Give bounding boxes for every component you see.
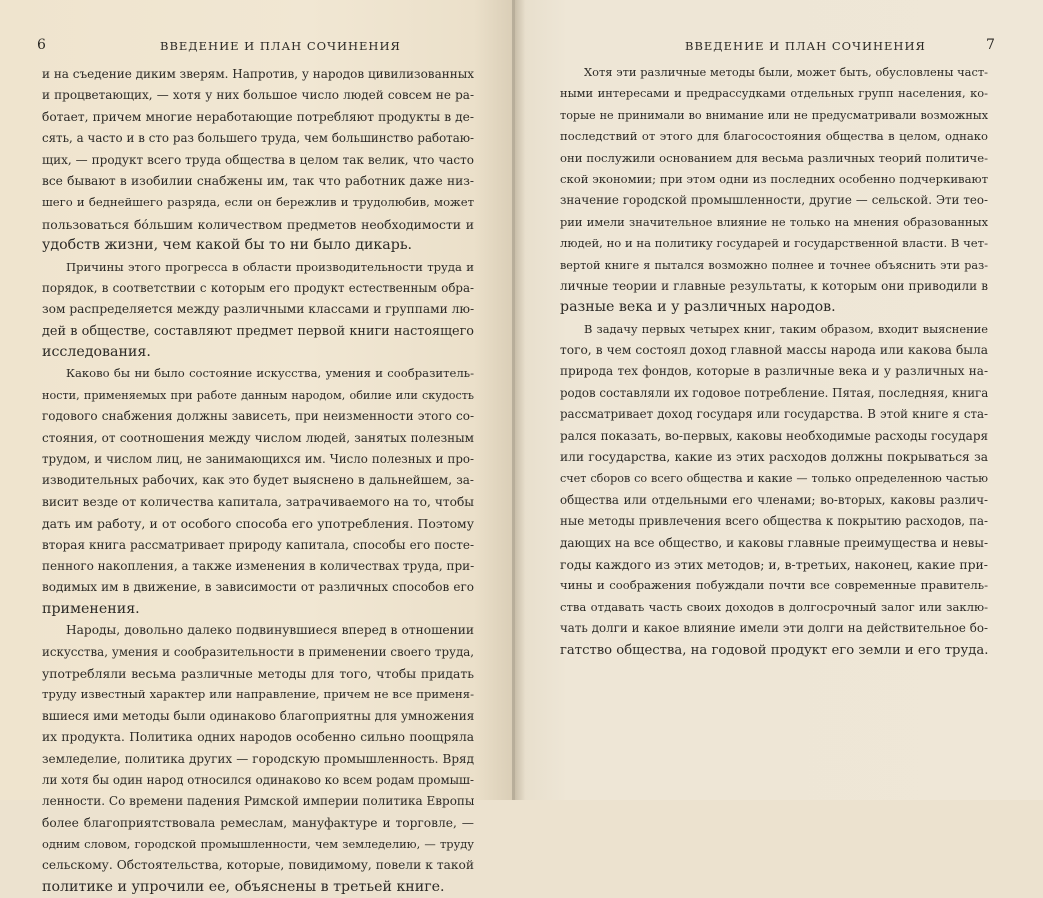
running-header: ВВЕДЕНИЕ И ПЛАН СОЧИНЕНИЯ	[685, 39, 926, 53]
text-line: рассматривает доход государя или государства. В этой книге я ста-	[560, 407, 988, 422]
text-line: они послужили основанием для весьма различных теорий политиче-	[560, 150, 988, 165]
text-line: более благоприятствовала ремеслам, мануфактуре и торговле, —	[42, 815, 474, 830]
text-line: Причины этого прогресса в области производительности труда и	[66, 259, 474, 274]
text-line: все бывают в изобилии снабжены им, так что работник даже низ-	[42, 173, 474, 188]
text-line: того, в чем состоял доход главной массы народа или какова была	[560, 343, 988, 358]
text-line: ботает, причем многие неработающие потребляют продукты в де-	[42, 109, 474, 124]
text-line: людей, но и на политику государей и государственной власти. В чет-	[560, 236, 988, 251]
text-line: зом распределяется между различными классами и группами лю-	[42, 302, 475, 317]
text-line: рии имели значительное влияние не только на мнения образованных	[560, 214, 988, 229]
text-line: применения.	[42, 600, 140, 617]
text-line: щих, — продукт всего труда общества в целом так велик, что часто	[42, 152, 474, 167]
text-line: природа тех фондов, которые в различные века и у различных на-	[560, 364, 988, 379]
text-line: последствий от этого для благосостояния общества в целом, однако	[560, 129, 988, 144]
text-line: ской экономии; при этом одни из последних особенно подчеркивают	[560, 171, 988, 186]
text-line: личные теории и главные результаты, к которым они приводили в	[560, 278, 988, 293]
text-line: земледелие, политика других — городскую промышленность. Вряд	[42, 751, 474, 766]
text-line: разные века и у различных народов.	[560, 299, 836, 316]
text-line: чины и соображения побуждали почти все современные правитель-	[560, 578, 988, 593]
text-line: или государства, какие из этих расходов должны покрываться за	[560, 450, 988, 465]
text-line: Народы, довольно далеко подвинувшиеся вперед в отношении	[66, 623, 474, 638]
text-line: значение городской промышленности, другие — сельской. Эти тео-	[560, 193, 988, 208]
text-line: счет сборов со всего общества и какие — только определенною частью	[560, 472, 988, 486]
text-line: трудом, и числом лиц, не занимающихся им. Число полезных и про-	[42, 452, 474, 467]
text-line: ли хотя бы один народ относился одинаково ко всем родам промыш-	[42, 772, 474, 787]
text-line: пользоваться бóльшим количеством предметов необходимости и	[42, 216, 474, 232]
text-line: водимых им в движение, в зависимости от различных способов его	[42, 580, 474, 595]
text-line: гатство общества, на годовой продукт его земли и его труда.	[560, 642, 989, 658]
text-line: дать им работу, и от особого способа его употребления. Поэтому	[42, 516, 474, 532]
left-page	[0, 0, 515, 895]
text-line: общества или отдельными его членами; во-вторых, каковы различ-	[560, 492, 988, 507]
text-line: ными интересами и предрассудками отдельных групп населения, ко-	[560, 86, 988, 101]
text-line: вшиеся ими методы были одинаково благоприятны для умножения	[42, 708, 475, 723]
text-line: стояния, от соотношения между числом людей, занятых полезным	[42, 430, 474, 445]
text-line: чать долги и какое влияние имели эти долги на действительное бо-	[560, 621, 988, 636]
text-line: дающих на все общество, и каковы главные преимущества и невы-	[560, 535, 988, 550]
text-line: сельскому. Обстоятельства, которые, повидимому, повели к такой	[42, 858, 474, 873]
text-line: торые не принимали во внимание или не предусматривали возможных	[560, 108, 988, 122]
text-line: ленности. Со времени падения Римской империи политика Европы	[42, 794, 475, 809]
text-line: искусства, умения и сообразительности в применении своего труда,	[42, 644, 474, 659]
text-line: ности, применяемых при работе данным народом, обилие или скудость	[42, 388, 474, 402]
text-line: их продукта. Политика одних народов особенно сильно поощряла	[42, 730, 474, 745]
text-line: порядок, в соответствии с которым его продукт естественным обра-	[42, 280, 474, 295]
right-page	[515, 0, 1043, 800]
text-line: ные методы привлечения всего общества к покрытию расходов, па-	[560, 514, 988, 529]
text-line: дей в обществе, составляют предмет первой книги настоящего	[42, 323, 474, 339]
text-line: и на съедение диким зверям. Напротив, у народов цивилизованных	[42, 67, 475, 81]
text-line: пенного накопления, а также изменения в количествах труда, при-	[42, 558, 475, 573]
text-line: изводительных рабочих, как это будет выяснено в дальнейшем, за-	[42, 473, 474, 488]
text-line: исследования.	[42, 344, 151, 361]
text-line: удобств жизни, чем какой бы то ни было дикарь.	[42, 237, 413, 254]
text-line: одним словом, городской промышленности, чем земледелию, — труду	[42, 837, 474, 852]
text-line: Хотя эти различные методы были, может быть, обусловлены част-	[584, 65, 988, 79]
page-number: 6	[37, 37, 46, 53]
text-line: годы каждого из этих методов; и, в-третьих, наконец, какие при-	[560, 556, 988, 572]
body-text	[560, 62, 988, 661]
text-line: родов составляли их годовое потребление. Пятая, последняя, книга	[560, 385, 989, 400]
text-line: политике и упрочили ее, объяснены в третьей книге.	[42, 878, 445, 895]
text-line: и процветающих, — хотя у них большое число людей совсем не ра-	[42, 88, 474, 103]
running-header: ВВЕДЕНИЕ И ПЛАН СОЧИНЕНИЯ	[160, 39, 401, 53]
text-line: вертой книге я пытался возможно полнее и точнее объяснить эти раз-	[560, 258, 988, 272]
text-line: В задачу первых четырех книг, таким образом, входит выяснение	[584, 321, 988, 336]
text-line: вторая книга рассматривает природу капитала, способы его посте-	[42, 537, 474, 552]
body-text	[42, 64, 474, 898]
text-line: труду известный характер или направление, причем не все применя-	[42, 687, 474, 702]
text-line: сять, а часто и в сто раз большего труда, чем большинство работаю-	[42, 131, 474, 146]
page-number: 7	[986, 37, 995, 53]
text-line: шего и беднейшего разряда, если он бережлив и трудолюбив, может	[42, 195, 474, 210]
text-line: употребляли весьма различные методы для того, чтобы придать	[42, 665, 474, 681]
text-line: рался показать, во-первых, каковы необходимые расходы государя	[560, 428, 989, 443]
text-line: Каково бы ни было состояние искусства, умения и сообразитель-	[66, 366, 474, 381]
text-line: ства отдавать часть своих доходов в долгосрочный залог или заклю-	[560, 599, 988, 614]
text-line: висит везде от количества капитала, затрачиваемого на то, чтобы	[42, 494, 474, 509]
text-line: годового снабжения должны зависеть, при неизменности этого со-	[42, 409, 474, 424]
